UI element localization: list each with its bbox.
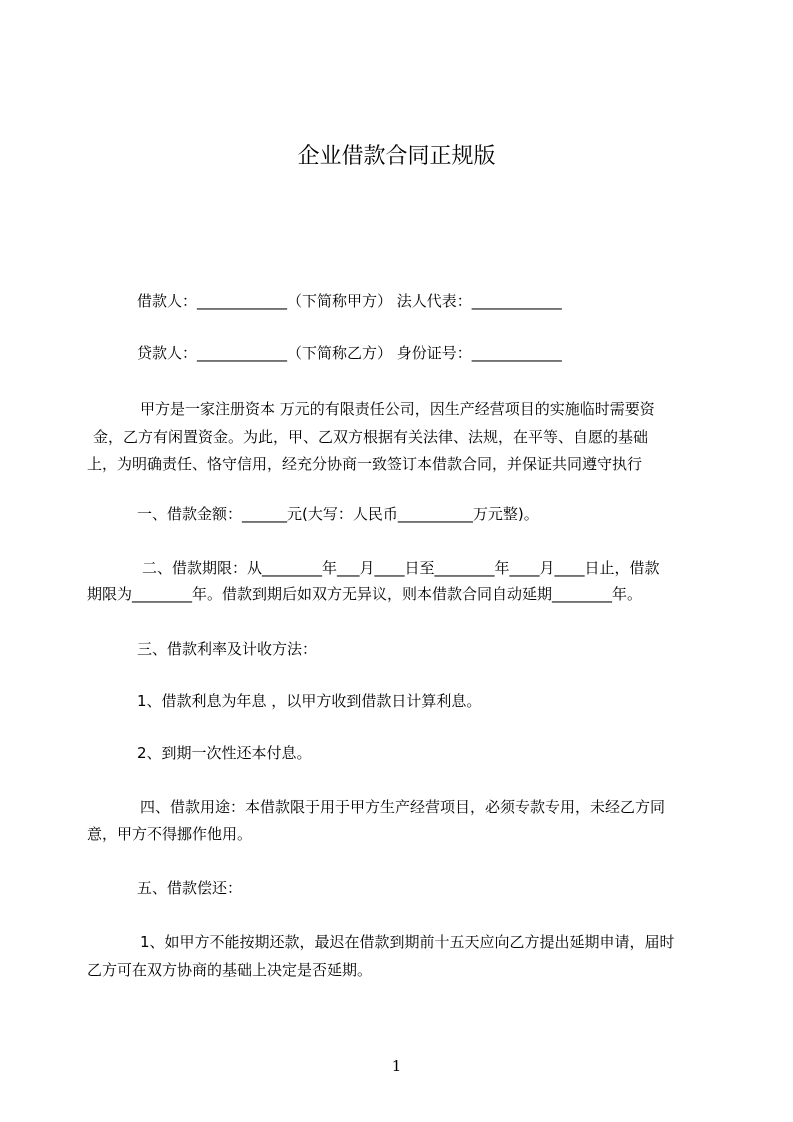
section-term-line-1: 二、借款期限：从________年___月____日至________年____月____日止，借款: [142, 559, 660, 577]
interest-item-1: 1、借款利息为年息 ，以甲方收到借款日计算利息。: [137, 692, 482, 710]
section-repayment-heading: 五、借款偿还：: [137, 879, 243, 897]
section-purpose-line-1: 四、借款用途：本借款限于用于甲方生产经营项目，必须专款专用，未经乙方同: [140, 798, 666, 816]
intro-line-3: 上，为明确责任、恪守信用，经充分协商一致签订本借款合同，并保证共同遵守执行: [87, 455, 643, 473]
repayment-item-1-line-2: 乙方可在双方协商的基础上决定是否延期。: [87, 961, 373, 979]
section-amount: 一、借款金额：______元(大写：人民币__________万元整)。: [137, 505, 539, 523]
section-interest-heading: 三、借款利率及计收方法：: [137, 640, 318, 658]
repayment-item-1-line-1: 1、如甲方不能按期还款，最迟在借款到期前十五天应向乙方提出延期申请，届时: [140, 933, 675, 951]
page-number: 1: [391, 1057, 402, 1075]
lender-line: 贷款人：____________（下简称乙方） 身份证号：____________: [137, 344, 562, 362]
intro-line-1: 甲方是一家注册资本 万元的有限责任公司，因生产经营项目的实施临时需要资: [140, 400, 655, 418]
document-title: 企业借款合同正规版: [297, 144, 496, 169]
section-term-line-2: 期限为________年。借款到期后如双方无异议，则本借款合同自动延期________年。: [87, 585, 643, 603]
interest-item-2: 2、到期一次性还本付息。: [137, 744, 312, 762]
borrower-line: 借款人：____________（下简称甲方） 法人代表：____________: [137, 292, 562, 310]
intro-line-2: 金，乙方有闲置资金。为此，甲、乙双方根据有关法律、法规，在平等、自愿的基础: [93, 428, 649, 446]
section-purpose-line-2: 意，甲方不得挪作他用。: [87, 825, 253, 843]
